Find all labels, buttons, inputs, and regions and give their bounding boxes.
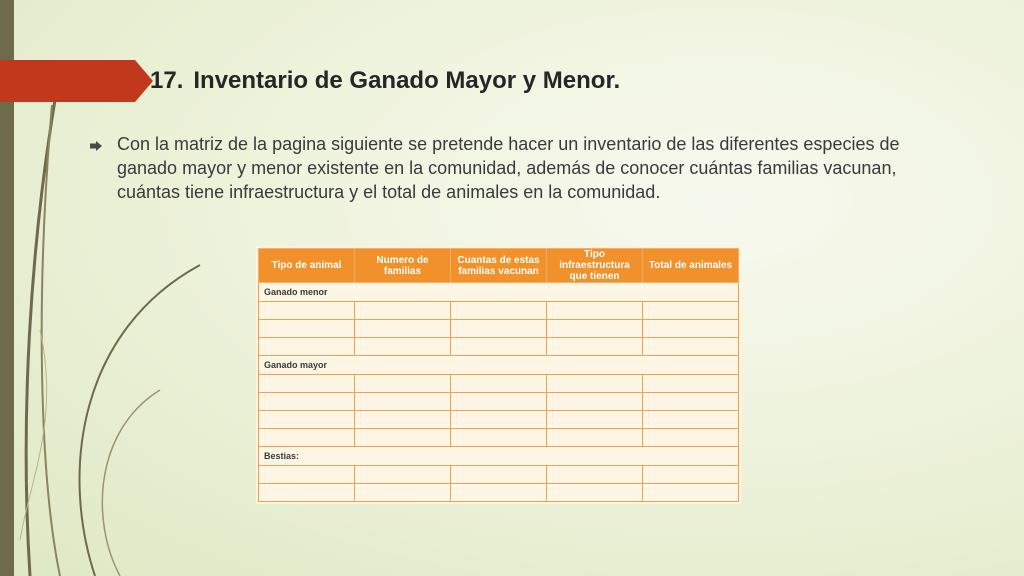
- table-cell[interactable]: [451, 302, 547, 320]
- arrow-bullet-icon: [90, 141, 102, 151]
- body-paragraph: Con la matriz de la pagina siguiente se pretende hacer un inventario de las diferentes especies de ganado mayor y menor existente en la comunidad, además de conocer cuántas familias vacunan, cuántas tiene infraestructura y el total de animales en la comunidad.: [117, 134, 900, 202]
- table-cell[interactable]: [451, 320, 547, 338]
- table-row: [259, 466, 739, 484]
- table-cell[interactable]: [259, 320, 355, 338]
- title-text: Inventario de Ganado Mayor y Menor.: [193, 67, 621, 94]
- table-cell[interactable]: [451, 484, 547, 502]
- table-cell[interactable]: [259, 375, 355, 393]
- table-cell[interactable]: [355, 393, 451, 411]
- table-row: [259, 484, 739, 502]
- table-cell[interactable]: [547, 338, 643, 356]
- table-cell[interactable]: [547, 302, 643, 320]
- table-row: [259, 411, 739, 429]
- table-cell[interactable]: [643, 466, 739, 484]
- section-label: Ganado mayor: [259, 356, 739, 375]
- table-row: [259, 320, 739, 338]
- table-row: [259, 375, 739, 393]
- table-cell[interactable]: [547, 375, 643, 393]
- table-cell[interactable]: [643, 393, 739, 411]
- table-cell[interactable]: [547, 393, 643, 411]
- table-cell[interactable]: [355, 429, 451, 447]
- header-numero-familias: Numero de familias: [355, 249, 451, 283]
- table-cell[interactable]: [451, 411, 547, 429]
- table-row: [259, 429, 739, 447]
- table-cell[interactable]: [355, 375, 451, 393]
- table-cell[interactable]: [355, 320, 451, 338]
- table-cell[interactable]: [355, 411, 451, 429]
- table-cell[interactable]: [643, 302, 739, 320]
- table-cell[interactable]: [355, 466, 451, 484]
- table-cell[interactable]: [355, 338, 451, 356]
- table-cell[interactable]: [451, 393, 547, 411]
- section-label: Bestias:: [259, 447, 739, 466]
- header-familias-vacunan: Cuantas de estas familias vacunan: [451, 249, 547, 283]
- table-cell[interactable]: [259, 302, 355, 320]
- table-cell[interactable]: [547, 320, 643, 338]
- section-row-ganado-mayor: [259, 356, 739, 375]
- table-cell[interactable]: [643, 429, 739, 447]
- table-cell[interactable]: [451, 375, 547, 393]
- table-cell[interactable]: [643, 411, 739, 429]
- table-cell[interactable]: [259, 429, 355, 447]
- section-row-ganado-menor: [259, 283, 739, 302]
- title-accent-band: [0, 60, 135, 102]
- table-cell[interactable]: [259, 466, 355, 484]
- header-total-animales: Total de animales: [643, 249, 739, 283]
- table-cell[interactable]: [643, 375, 739, 393]
- table-cell[interactable]: [451, 466, 547, 484]
- section-row-bestias: [259, 447, 739, 466]
- table-cell[interactable]: [643, 320, 739, 338]
- title-number: 17.: [150, 67, 184, 94]
- table-cell[interactable]: [259, 393, 355, 411]
- table-cell[interactable]: [547, 429, 643, 447]
- table-cell[interactable]: [451, 429, 547, 447]
- table-cell[interactable]: [259, 484, 355, 502]
- table-cell[interactable]: [547, 466, 643, 484]
- table-row: [259, 338, 739, 356]
- table-cell[interactable]: [643, 338, 739, 356]
- table-cell[interactable]: [643, 484, 739, 502]
- table-row: [259, 302, 739, 320]
- section-label: Ganado menor: [259, 283, 739, 302]
- table-cell[interactable]: [259, 338, 355, 356]
- table-header-row: [259, 249, 739, 283]
- header-tipo-infraestructura: Tipo infraestructura que tienen: [547, 249, 643, 283]
- table-cell[interactable]: [547, 411, 643, 429]
- table-cell[interactable]: [355, 302, 451, 320]
- slide-title: [150, 64, 620, 98]
- inventory-table: [258, 248, 739, 502]
- table-row: [259, 393, 739, 411]
- table-cell[interactable]: [547, 484, 643, 502]
- table-cell[interactable]: [355, 484, 451, 502]
- table-cell[interactable]: [259, 411, 355, 429]
- header-tipo-animal: Tipo de animal: [259, 249, 355, 283]
- table-cell[interactable]: [451, 338, 547, 356]
